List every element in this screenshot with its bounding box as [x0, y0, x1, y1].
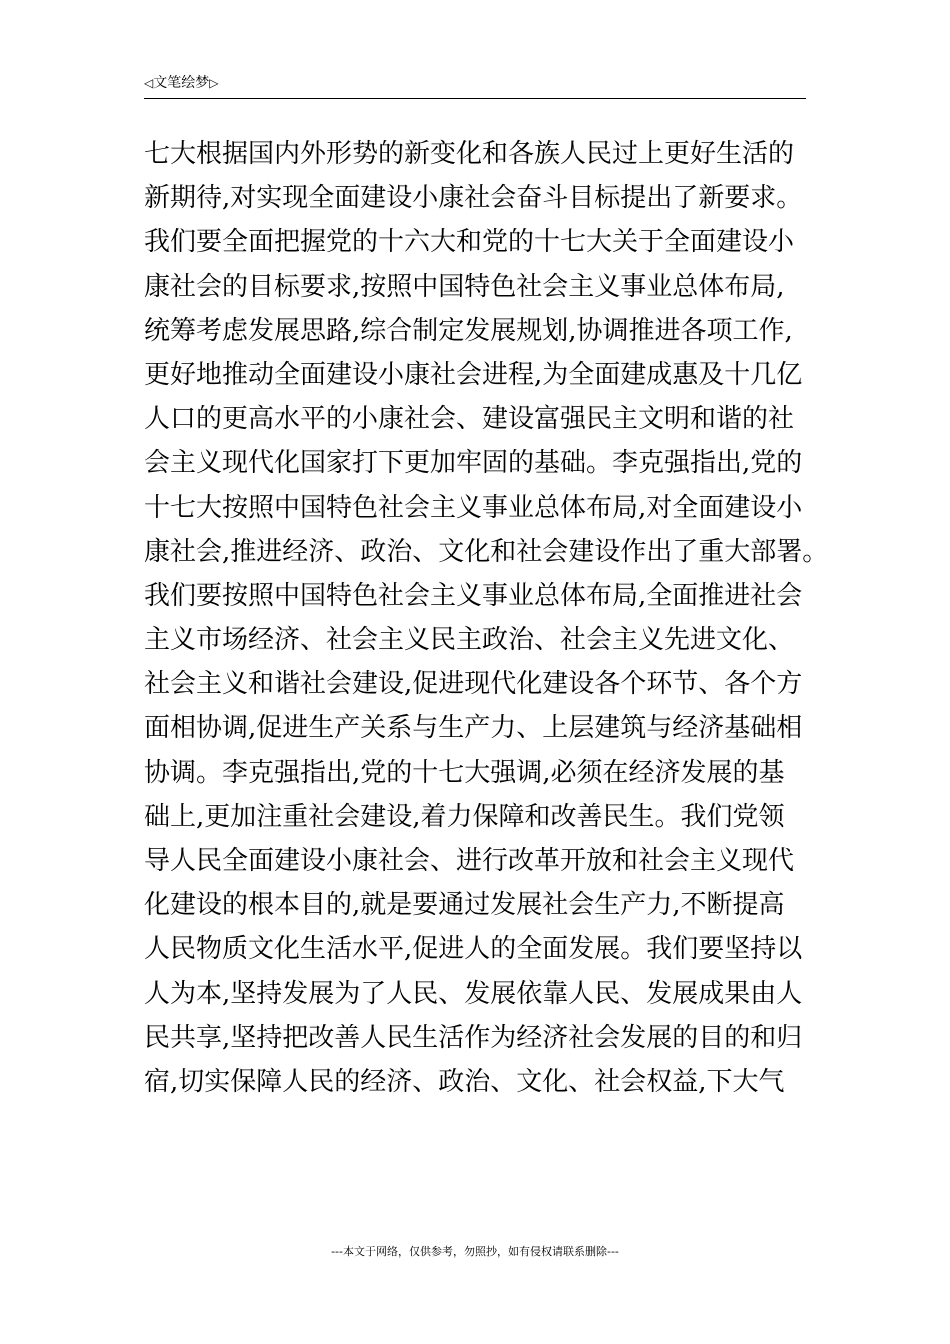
text-line: 协调。李克强指出,党的十七大强调,必须在经济发展的基 [144, 757, 785, 788]
text-line: 主义市场经济、社会主义民主政治、社会主义先进文化、 [144, 625, 795, 656]
text-line: 人为本,坚持发展为了人民、发展依靠人民、发展成果由人 [144, 978, 803, 1009]
text-line: 导人民全面建设小康社会、进行改革开放和社会主义现代 [144, 846, 795, 876]
text-line: 础上,更加注重社会建设,着力保障和改善民生。我们党领 [144, 801, 785, 832]
body-paragraph [144, 132, 829, 1104]
text-line: 人口的更高水平的小康社会、建设富强民主文明和谐的社 [144, 404, 795, 435]
text-line: 七大根据国内外形势的新变化和各族人民过上更好生活的 [144, 139, 795, 169]
text-line: 新期待,对实现全面建设小康社会奋斗目标提出了新要求。 [144, 183, 803, 214]
page-header [144, 74, 806, 99]
text-line: 面相协调,促进生产关系与生产力、上层建筑与经济基础相 [144, 713, 803, 744]
left-triangle-icon: ◁ [144, 76, 154, 90]
text-line: 十七大按照中国特色社会主义事业总体布局,对全面建设小 [144, 492, 803, 523]
header-title-group [144, 74, 218, 92]
text-line: 化建设的根本目的,就是要通过发展社会生产力,不断提高 [144, 890, 785, 921]
page-footer: ---本文于网络，仅供参考，勿照抄，如有侵权请联系删除--- [331, 1245, 619, 1258]
text-line: 会主义现代化国家打下更加牢固的基础。李克强指出,党的 [144, 448, 803, 479]
text-line: 我们要全面把握党的十六大和党的十七大关于全面建设小 [144, 227, 795, 258]
header-title: 文笔绘梦 [153, 75, 210, 91]
text-line: 统筹考虑发展思路,综合制定发展规划,协调推进各项工作, [144, 315, 793, 346]
text-line: 我们要按照中国特色社会主义事业总体布局,全面推进社会 [144, 580, 803, 611]
text-line: 社会主义和谐社会建设,促进现代化建设各个环节、各个方 [144, 669, 803, 700]
text-line: 更好地推动全面建设小康社会进程,为全面建成惠及十几亿 [144, 359, 803, 390]
text-line: 民共享,坚持把改善人民生活作为经济社会发展的目的和归 [144, 1022, 803, 1053]
text-line: 宿,切实保障人民的经济、政治、文化、社会权益,下大气 [144, 1066, 785, 1097]
text-line: 康社会的目标要求,按照中国特色社会主义事业总体布局, [144, 271, 785, 302]
right-triangle-icon: ▷ [209, 76, 219, 90]
text-line: 康社会,推进经济、政治、文化和社会建设作出了重大部署。 [144, 536, 829, 567]
text-line: 人民物质文化生活水平,促进人的全面发展。我们要坚持以 [144, 934, 803, 965]
